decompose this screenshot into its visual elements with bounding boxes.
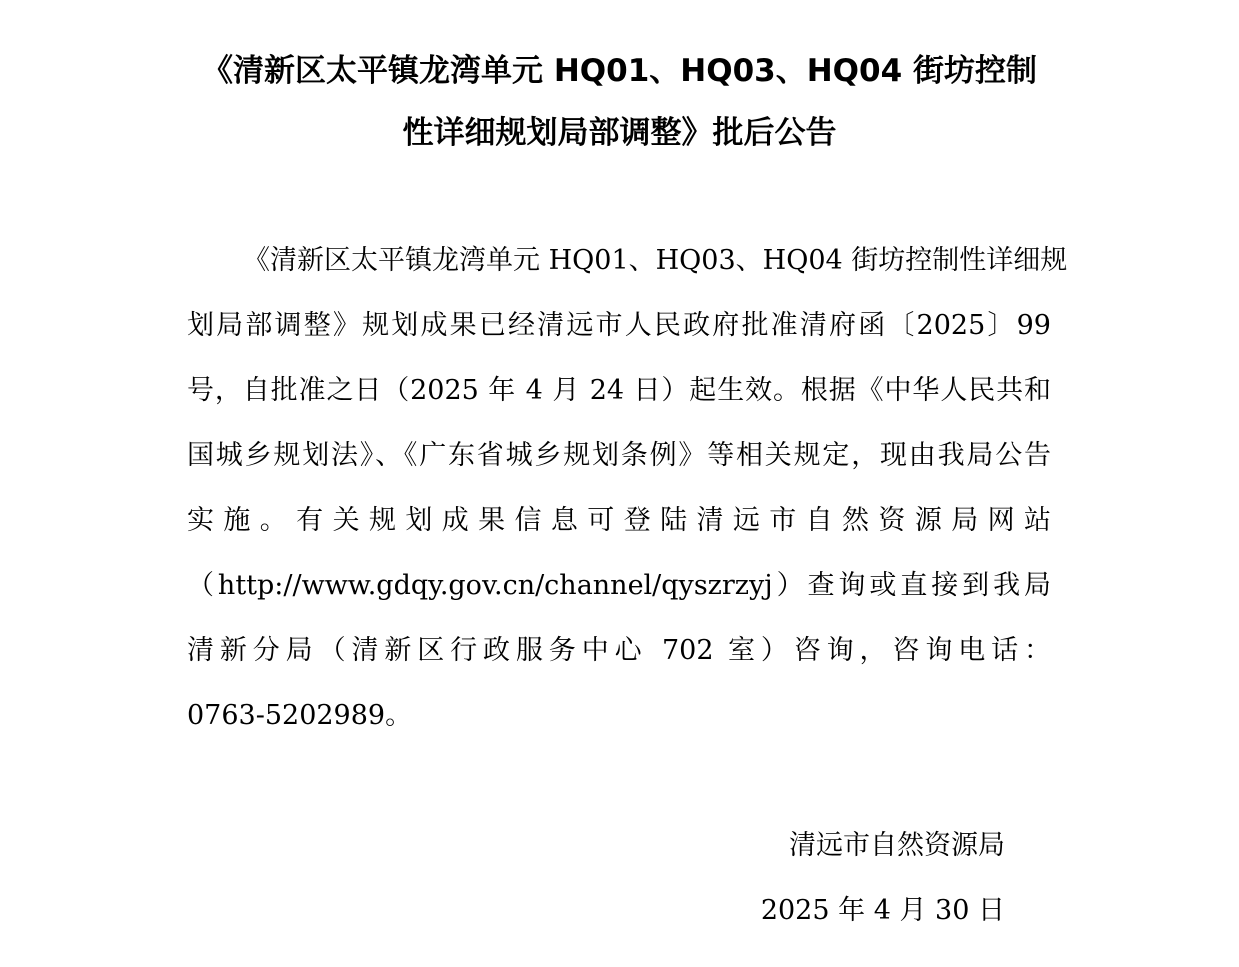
body-line-3: 号，自批准之日（2025 年 4 月 24 日）起生效。根据《中华人民共和 [187,375,1051,406]
body-line-1: 《清新区太平镇龙湾单元 HQ01、HQ03、HQ04 街坊控制性详细规 [243,245,1068,276]
body-line-8: 0763-5202989。 [187,700,413,731]
body-line-4: 国城乡规划法》、《广东省城乡规划条例》等相关规定，现由我局公告 [187,440,1051,471]
announcement-body [187,228,1068,748]
body-line-7: 清新分局（清新区行政服务中心 702 室）咨询，咨询电话： [187,635,1051,666]
body-line-2: 划局部调整》规划成果已经清远市人民政府批准清府函〔2025〕99 [187,310,1051,341]
signature-date: 2025 年 4 月 30 日 [760,895,1005,926]
title-line-1: 《清新区太平镇龙湾单元 HQ01、HQ03、HQ04 街坊控制 [202,53,1037,89]
body-line-6: （http://www.gdqy.gov.cn/channel/qyszrzyj）查询或直接到我局 [187,570,1051,601]
body-line-5: 实施。有关规划成果信息可登陆清远市自然资源局网站 [187,505,1051,536]
signature-organization: 清远市自然资源局 [789,830,1005,861]
document-title [150,40,1089,164]
title-line-2: 性详细规划局部调整》批后公告 [402,115,837,151]
